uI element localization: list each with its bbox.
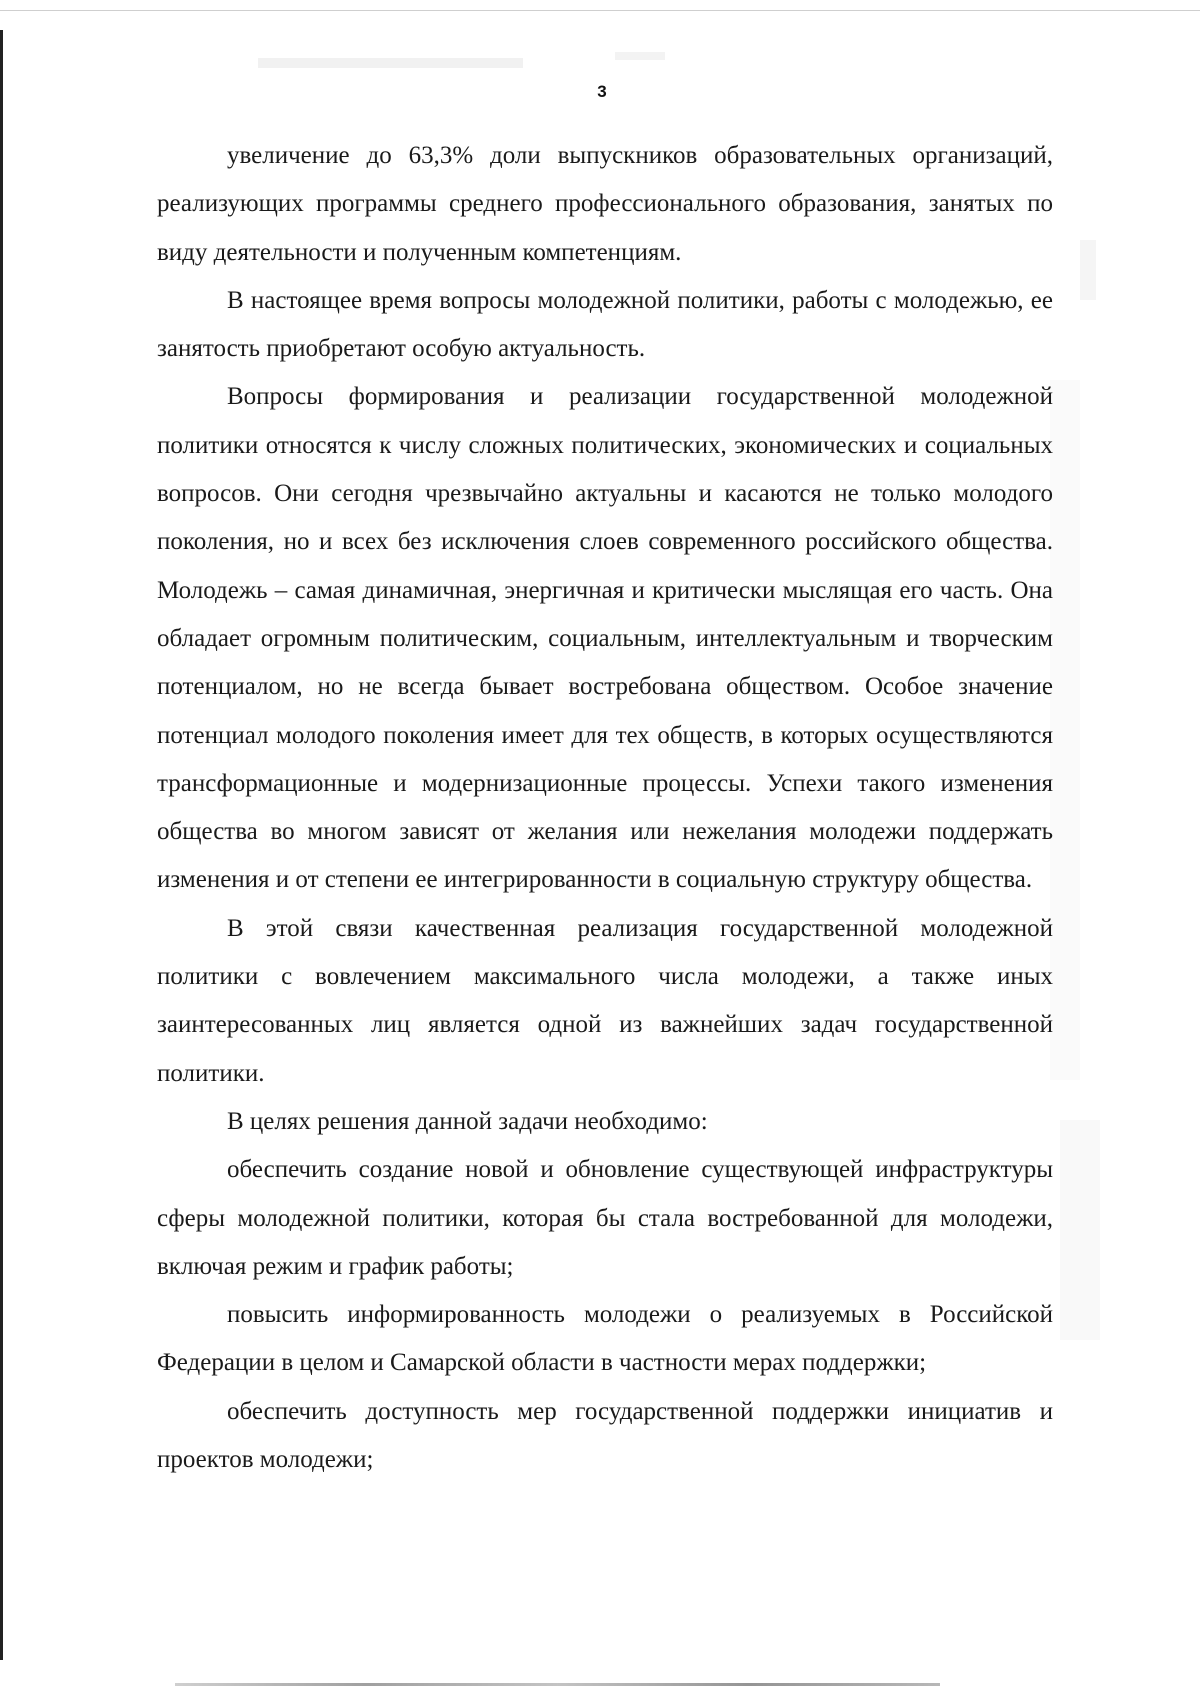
paragraph: обеспечить создание новой и обновление существующей инфраструктуры сферы молодежной политики, которая бы стала востребованной для молодежи, включая режим и график работы; [157,1156,1053,1280]
paragraph: повысить информированность молодежи о реализуемых в Российской Федерации в целом и Самарской области в частности мерах поддержки; [157,1301,1053,1377]
scan-noise [615,52,665,60]
paragraph: В настоящее время вопросы молодежной политики, работы с молодежью, ее занятость приобретают особую актуальность. [157,286,1053,363]
document-body [157,132,1053,1484]
paragraph: В целях решения данной задачи необходимо: [227,1107,708,1135]
paragraph: увеличение до 63,3% доли выпускников образовательных организаций, реализующих программы среднего профессионального образования, занятых по виду деятельности и полученным компетенциям. [157,142,1053,266]
scan-noise [1060,1120,1100,1340]
scan-noise [1080,240,1096,300]
page-left-edge [0,30,3,1660]
scan-bottom-edge [175,1683,940,1686]
paragraph: обеспечить доступность мер государственной поддержки инициатив и проектов молодежи; [157,1397,1053,1474]
paragraph: В этой связи качественная реализация государственной молодежной политики с вовлечением максимального числа молодежи, а также иных заинтересованных лиц является одной из важнейших задач государственной политики. [157,914,1053,1087]
scan-noise [1050,380,1080,1080]
page-top-edge [0,10,1200,11]
scan-noise [258,58,523,68]
page-number: 3 [597,82,607,101]
paragraph: Вопросы формирования и реализации государственной молодежной политики относятся к числу сложных политических, экономических и социальных вопросов. Они сегодня чрезвычайно актуальны и касаются не только молодого поколения, но и всех без исключения слоев современного российского общества. Молодежь – самая динамичная, энергичная и критически мыслящая его часть. Она обладает огромным политическим, социальным, интеллектуальным и творческим потенциалом, но не всегда бывает востребована обществом. Особое значение потенциал молодого поколения имеет для тех обществ, в которых осуществляются трансформационные и модернизационные процессы. Успехи такого изменения общества во многом зависят от желания или нежелания молодежи поддержать изменения и от степени ее интегрированности в социальную структуру общества. [157,383,1053,894]
